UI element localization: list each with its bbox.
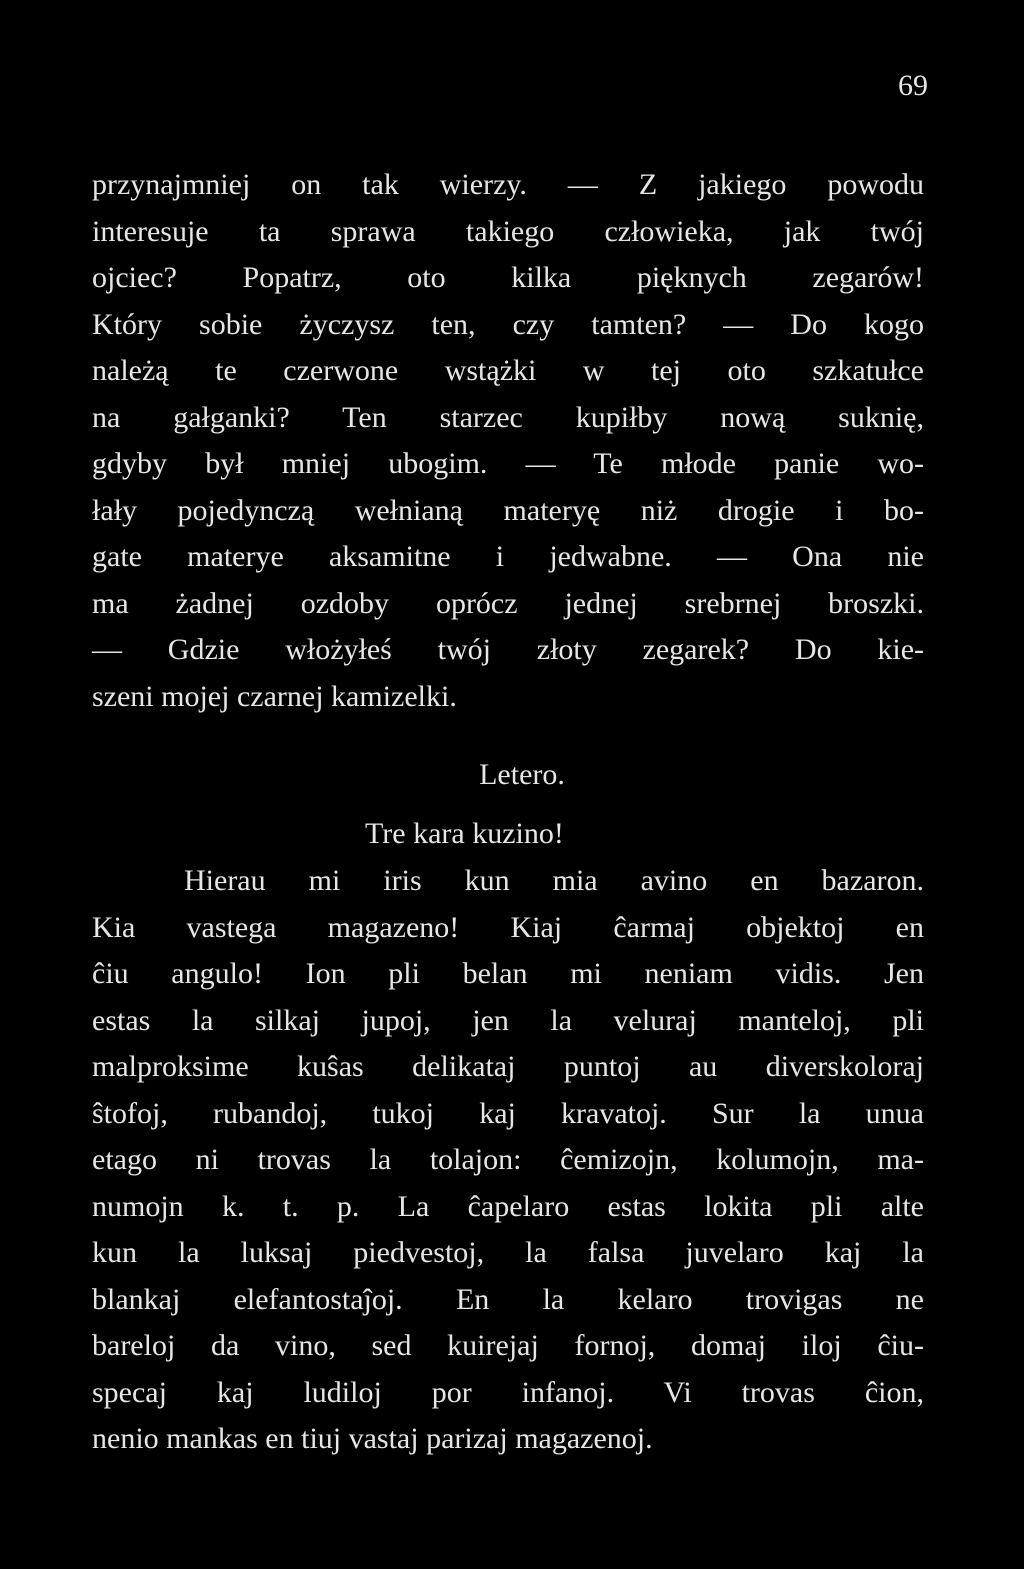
- text-line: należą te czerwone wstążki w tej oto szkatułce: [92, 354, 924, 387]
- text-line: ŝtofoj, rubandoj, tukoj kaj kravatoj. Sur la unua: [92, 1096, 924, 1130]
- text-line: Który sobie życzysz ten, czy tamten? — Do kogo: [92, 307, 924, 341]
- text-line: — Gdzie włożyłeś twój złoty zegarek? Do kie-: [92, 633, 924, 666]
- text-line: przynajmniej on tak wierzy. — Z jakiego powodu: [92, 168, 924, 201]
- text-line: blankaj elefantostaĵoj. En la kelaro trovigas ne: [92, 1282, 924, 1316]
- text-line: gdyby był mniej ubogim. — Te młode panie wo-: [92, 447, 924, 480]
- letter-paragraph: [92, 858, 924, 1463]
- text-line: nenio mankas en tiuj vastaj parizaj magazenoj.: [92, 1422, 653, 1455]
- polish-paragraph: [92, 162, 924, 720]
- text-line: numojn k. t. p. La ĉapelaro estas lokita pli alte: [92, 1189, 924, 1223]
- text-line: na gałganki? Ten starzec kupiłby nową suknię,: [92, 400, 924, 434]
- text-line: estas la silkaj jupoj, jen la veluraj manteloj, pli: [92, 1003, 924, 1037]
- text-line: łały pojedynczą wełnianą materyę niż drogie i bo-: [92, 493, 924, 527]
- text-line: kun la luksaj piedvestoj, la falsa juvelaro kaj la: [92, 1236, 924, 1269]
- text-line: specaj kaj ludiloj por infanoj. Vi trovas ĉion,: [92, 1375, 924, 1409]
- text-line: etago ni trovas la tolajon: ĉemizojn, kolumojn, ma-: [92, 1143, 924, 1176]
- page-number: 69: [898, 69, 928, 102]
- text-line: malproksime kuŝas delikataj puntoj au diverskoloraj: [92, 1050, 924, 1083]
- text-line: interesuje ta sprawa takiego człowieka, jak twój: [92, 214, 924, 248]
- text-line: szeni mojej czarnej kamizelki.: [92, 679, 457, 713]
- text-line: Hierau mi iris kun mia avino en bazaron.: [184, 864, 924, 897]
- text-line: Kia vastega magazeno! Kiaj ĉarmaj objektoj en: [92, 910, 924, 944]
- text-line: ojciec? Popatrz, oto kilka pięknych zegarów!: [92, 261, 924, 294]
- text-line: ĉiu angulo! Ion pli belan mi neniam vidis. Jen: [92, 957, 924, 990]
- letter-heading: Letero.: [479, 758, 565, 791]
- letter-greeting: Tre kara kuzino!: [365, 817, 564, 850]
- text-line: bareloj da vino, sed kuirejaj fornoj, domaj iloj ĉiu-: [92, 1329, 924, 1362]
- text-line: ma żadnej ozdoby oprócz jednej srebrnej broszki.: [92, 586, 924, 620]
- text-line: gate materye aksamitne i jedwabne. — Ona nie: [92, 540, 924, 573]
